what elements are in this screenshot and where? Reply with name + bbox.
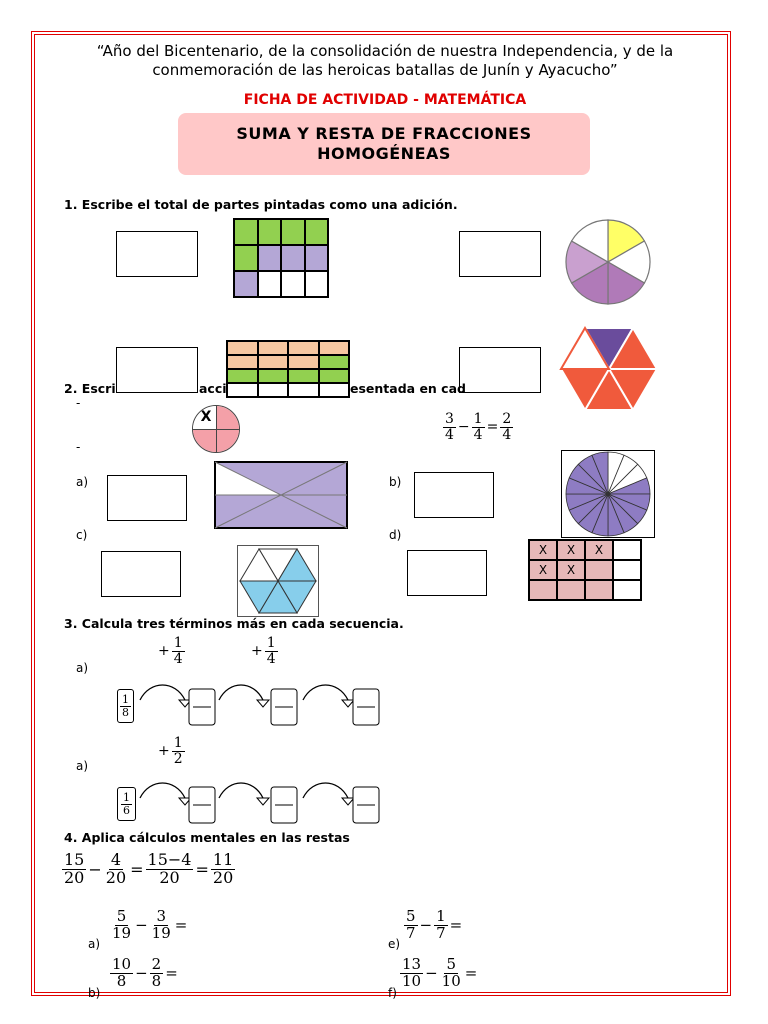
- item-a-expr: $\frac{5}{19}$ − $\frac{3}{19}$ =: [112, 907, 188, 942]
- section-2-title-left: 2. Escri: [64, 381, 116, 396]
- answer-box-2c[interactable]: [101, 551, 181, 597]
- grid-orange-green: [226, 340, 350, 398]
- seq1-label: a): [76, 661, 89, 675]
- seq1-step-1: + $\frac{1}{4}$: [158, 635, 183, 667]
- quote-line-2: conmemoración de las heroicas batallas de Junín y Ayacucho”: [152, 61, 618, 79]
- label-c: c): [76, 528, 88, 542]
- quote-line-1: “Año del Bicentenario, de la consolidación de nuestra Independencia, y de la: [96, 42, 674, 60]
- seq2-step: + $\frac{1}{2}$: [158, 735, 183, 767]
- label-b: b): [389, 475, 402, 489]
- grid-green-purple: [233, 218, 329, 298]
- label-a: a): [76, 475, 89, 489]
- dash-2: -: [76, 440, 81, 454]
- item-f-label: f): [388, 986, 397, 1000]
- seq2-arrows: [135, 776, 385, 836]
- answer-box-1a[interactable]: [116, 231, 198, 277]
- item-b-expr: $\frac{10}{8}$ − $\frac{2}{8}$ =: [112, 955, 178, 990]
- answer-box-2b[interactable]: [414, 472, 494, 518]
- example-circle: [192, 405, 240, 453]
- answer-box-1c[interactable]: [116, 347, 198, 393]
- section-4-title: 4. Aplica cálculos mentales en las restas: [64, 830, 350, 845]
- label-d: d): [389, 528, 402, 542]
- activity-title: FICHA DE ACTIVIDAD - MATEMÁTICA: [243, 92, 527, 108]
- answer-box-2a[interactable]: [107, 475, 187, 521]
- title-line-1: SUMA Y RESTA DE FRACCIONES: [236, 124, 532, 143]
- dash-1: -: [76, 396, 81, 410]
- item-e-expr: $\frac{5}{7}$ − $\frac{1}{7}$ =: [406, 907, 463, 942]
- answer-box-2d[interactable]: [407, 550, 487, 596]
- item-f-expr: $\frac{13}{10}$ − $\frac{5}{10}$ =: [402, 955, 478, 990]
- seq1-step-2: + $\frac{1}{4}$: [251, 635, 276, 667]
- seq2-start-box: $\frac{1}{6}$: [117, 787, 136, 821]
- section-2-title-mid: acci: [199, 381, 227, 396]
- section-1-title: 1. Escribe el total de partes pintadas como una adición.: [64, 197, 458, 212]
- title-line-2: HOMOGÉNEAS: [317, 144, 451, 163]
- seq1-start-box: $\frac{1}{8}$: [117, 689, 134, 723]
- x-mark: X: [200, 409, 212, 425]
- answer-box-1b[interactable]: [459, 231, 541, 277]
- seq2-label: a): [76, 759, 89, 773]
- circle-purple-sectors: [561, 450, 655, 538]
- hexagon-red: [556, 325, 662, 413]
- answer-box-1d[interactable]: [459, 347, 541, 393]
- example-subtraction: $\frac{3}{4}$ − $\frac{1}{4}$ = $\frac{2}{4}$: [445, 411, 512, 443]
- hexagon-blue: [237, 545, 319, 617]
- header-quote: [60, 42, 710, 80]
- section-3-title: 3. Calcula tres términos más en cada secuencia.: [64, 616, 404, 631]
- item-e-label: e): [388, 937, 401, 951]
- item-a-label: a): [88, 937, 101, 951]
- rectangle-diagonals: [214, 461, 348, 529]
- circle-yellow-purple: [558, 217, 658, 307]
- section-4-example: $\frac{15}{20}$ − $\frac{4}{20}$ = $\frac{15-4}{20}$ = $\frac{11}{20}$: [64, 850, 234, 887]
- worksheet-title: [178, 113, 590, 175]
- item-b-label: b): [88, 986, 101, 1000]
- seq1-arrows: [135, 678, 385, 738]
- section-2-title-right: esentada en cad: [350, 381, 466, 396]
- grid-pink-marked: X X X X X: [528, 539, 642, 601]
